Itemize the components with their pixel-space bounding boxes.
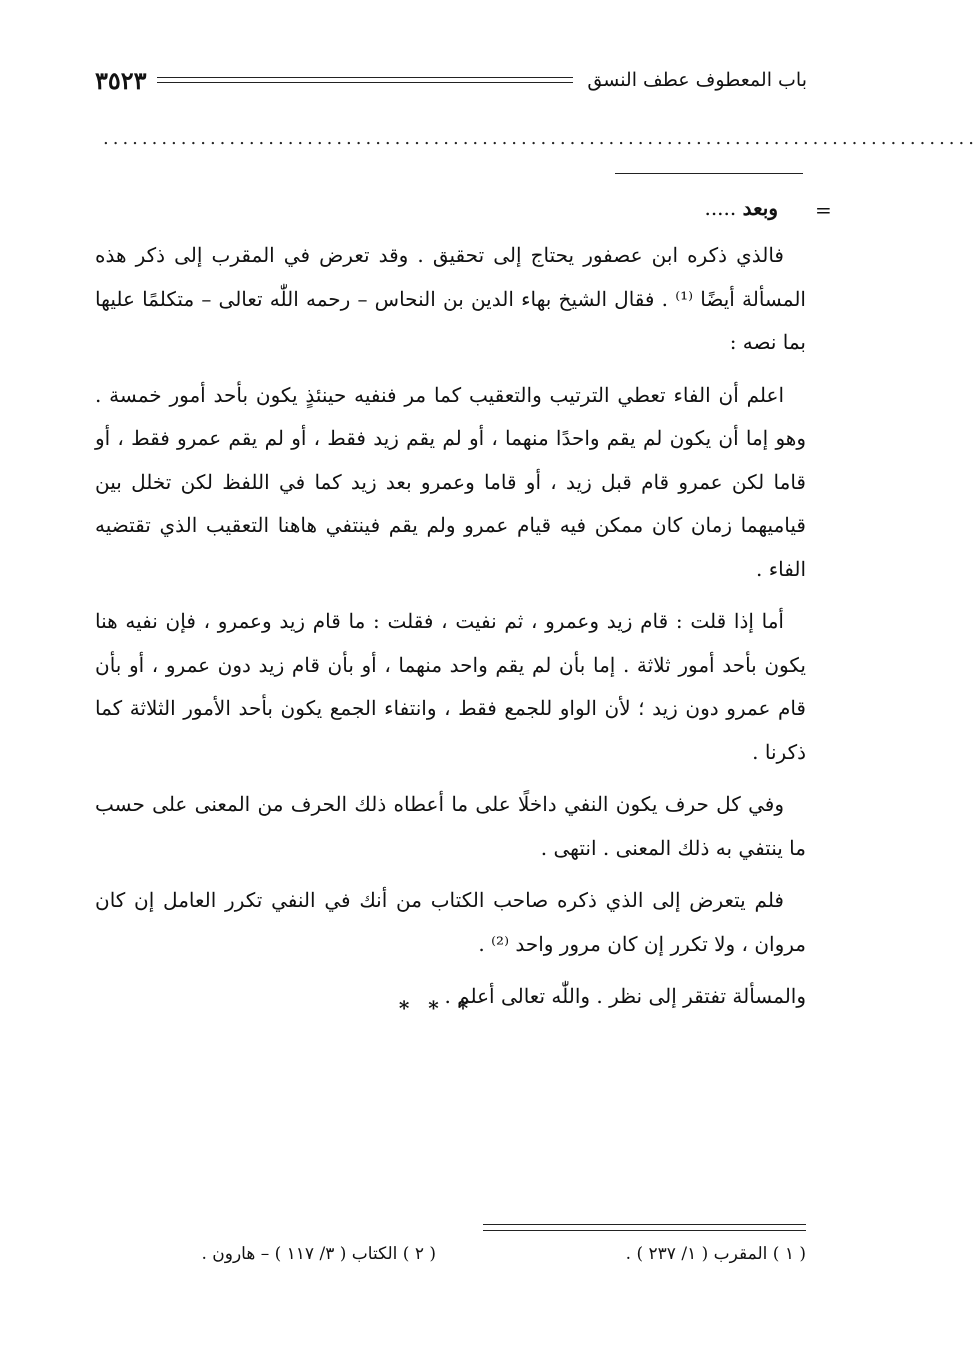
paragraph: وفي كل حرف يكون النفي داخلًا على ما أعطاه ذلك الحرف من المعنى على حسب ما ينتفي به ذلك المعنى . انتهى . [95,792,806,860]
opening-word: وبعد [742,196,778,220]
footnotes [95,1244,806,1278]
paragraph: اعلم أن الفاء تعطي الترتيب والتعقيب كما مر فنفيه حينئذٍ يكون بأحد أمور خمسة . وهو إما أن يكون لم يقم واحدًا منهما ، أو لم يقم زيد فقط ، أو لم يقم عمرو فقط ، أو قاما لكن عمرو قام قبل زيد ، أو قاما وعمرو بعد زيد كما في اللفظ لكن تخلل بين قياميهما زمان كان ممكن فيه قيام عمرو ولم يقم فينتفي هاهنا التعقيب الذي تقتضيه الفاء . [95,382,806,581]
section-separator: * * * [398,996,475,1020]
elision-dots: .......................................................................................... [103,128,978,149]
opening-line [704,196,778,220]
paragraph: أما إذا قلت : قام زيد وعمرو ، ثم نفيت ، فقلت : ما قام زيد وعمرو ، فإن نفيه هنا يكون بأحد أمور ثلاثة . إما بأن لم يقم واحد منهما ، أو بأن قام زيد دون عمرو ، أو بأن قام عمرو دون زيد ؛ لأن الواو للجمع فقط ، وانتفاء الجمع يكون بأحد الأمور الثلاثة كما ذكرنا . [95,609,806,764]
header-rule [157,77,574,83]
footnote-1: ( ١ ) المقرب ( ١/ ٢٣٧ ) . [625,1244,806,1264]
running-header [95,60,807,100]
chapter-title: باب المعطوف عطف النسق [587,69,807,91]
opening-ellipsis: ..... [704,196,743,220]
paragraph: والمسألة تفتقر إلى نظر . واللّٰه تعالى أعلم . [444,984,806,1008]
continuation-mark: = [815,198,832,222]
section-divider [615,173,803,174]
paragraph: فالذي ذكره ابن عصفور يحتاج إلى تحقيق . وقد تعرض في المقرب إلى ذكر هذه المسألة أيضًا ⁽¹⁾ . فقال الشيخ بهاء الدين بن النحاس – رحمه اللّٰه تعالى – متكلمًا عليها بما نصه : [95,243,806,354]
footnote-2: ( ٢ ) الكتاب ( ٣/ ١١٧ ) – هارون . [201,1244,436,1264]
paragraph: فلم يتعرض إلى الذي ذكره صاحب الكتاب من أنك في النفي تكرر العامل إن كان مروان ، ولا تكرر إن كان مرور واحد ⁽²⁾ . [95,888,806,956]
footnote-rule [483,1224,806,1231]
main-text [95,234,806,1028]
page-number: ٣٥٢٣ [95,65,147,95]
